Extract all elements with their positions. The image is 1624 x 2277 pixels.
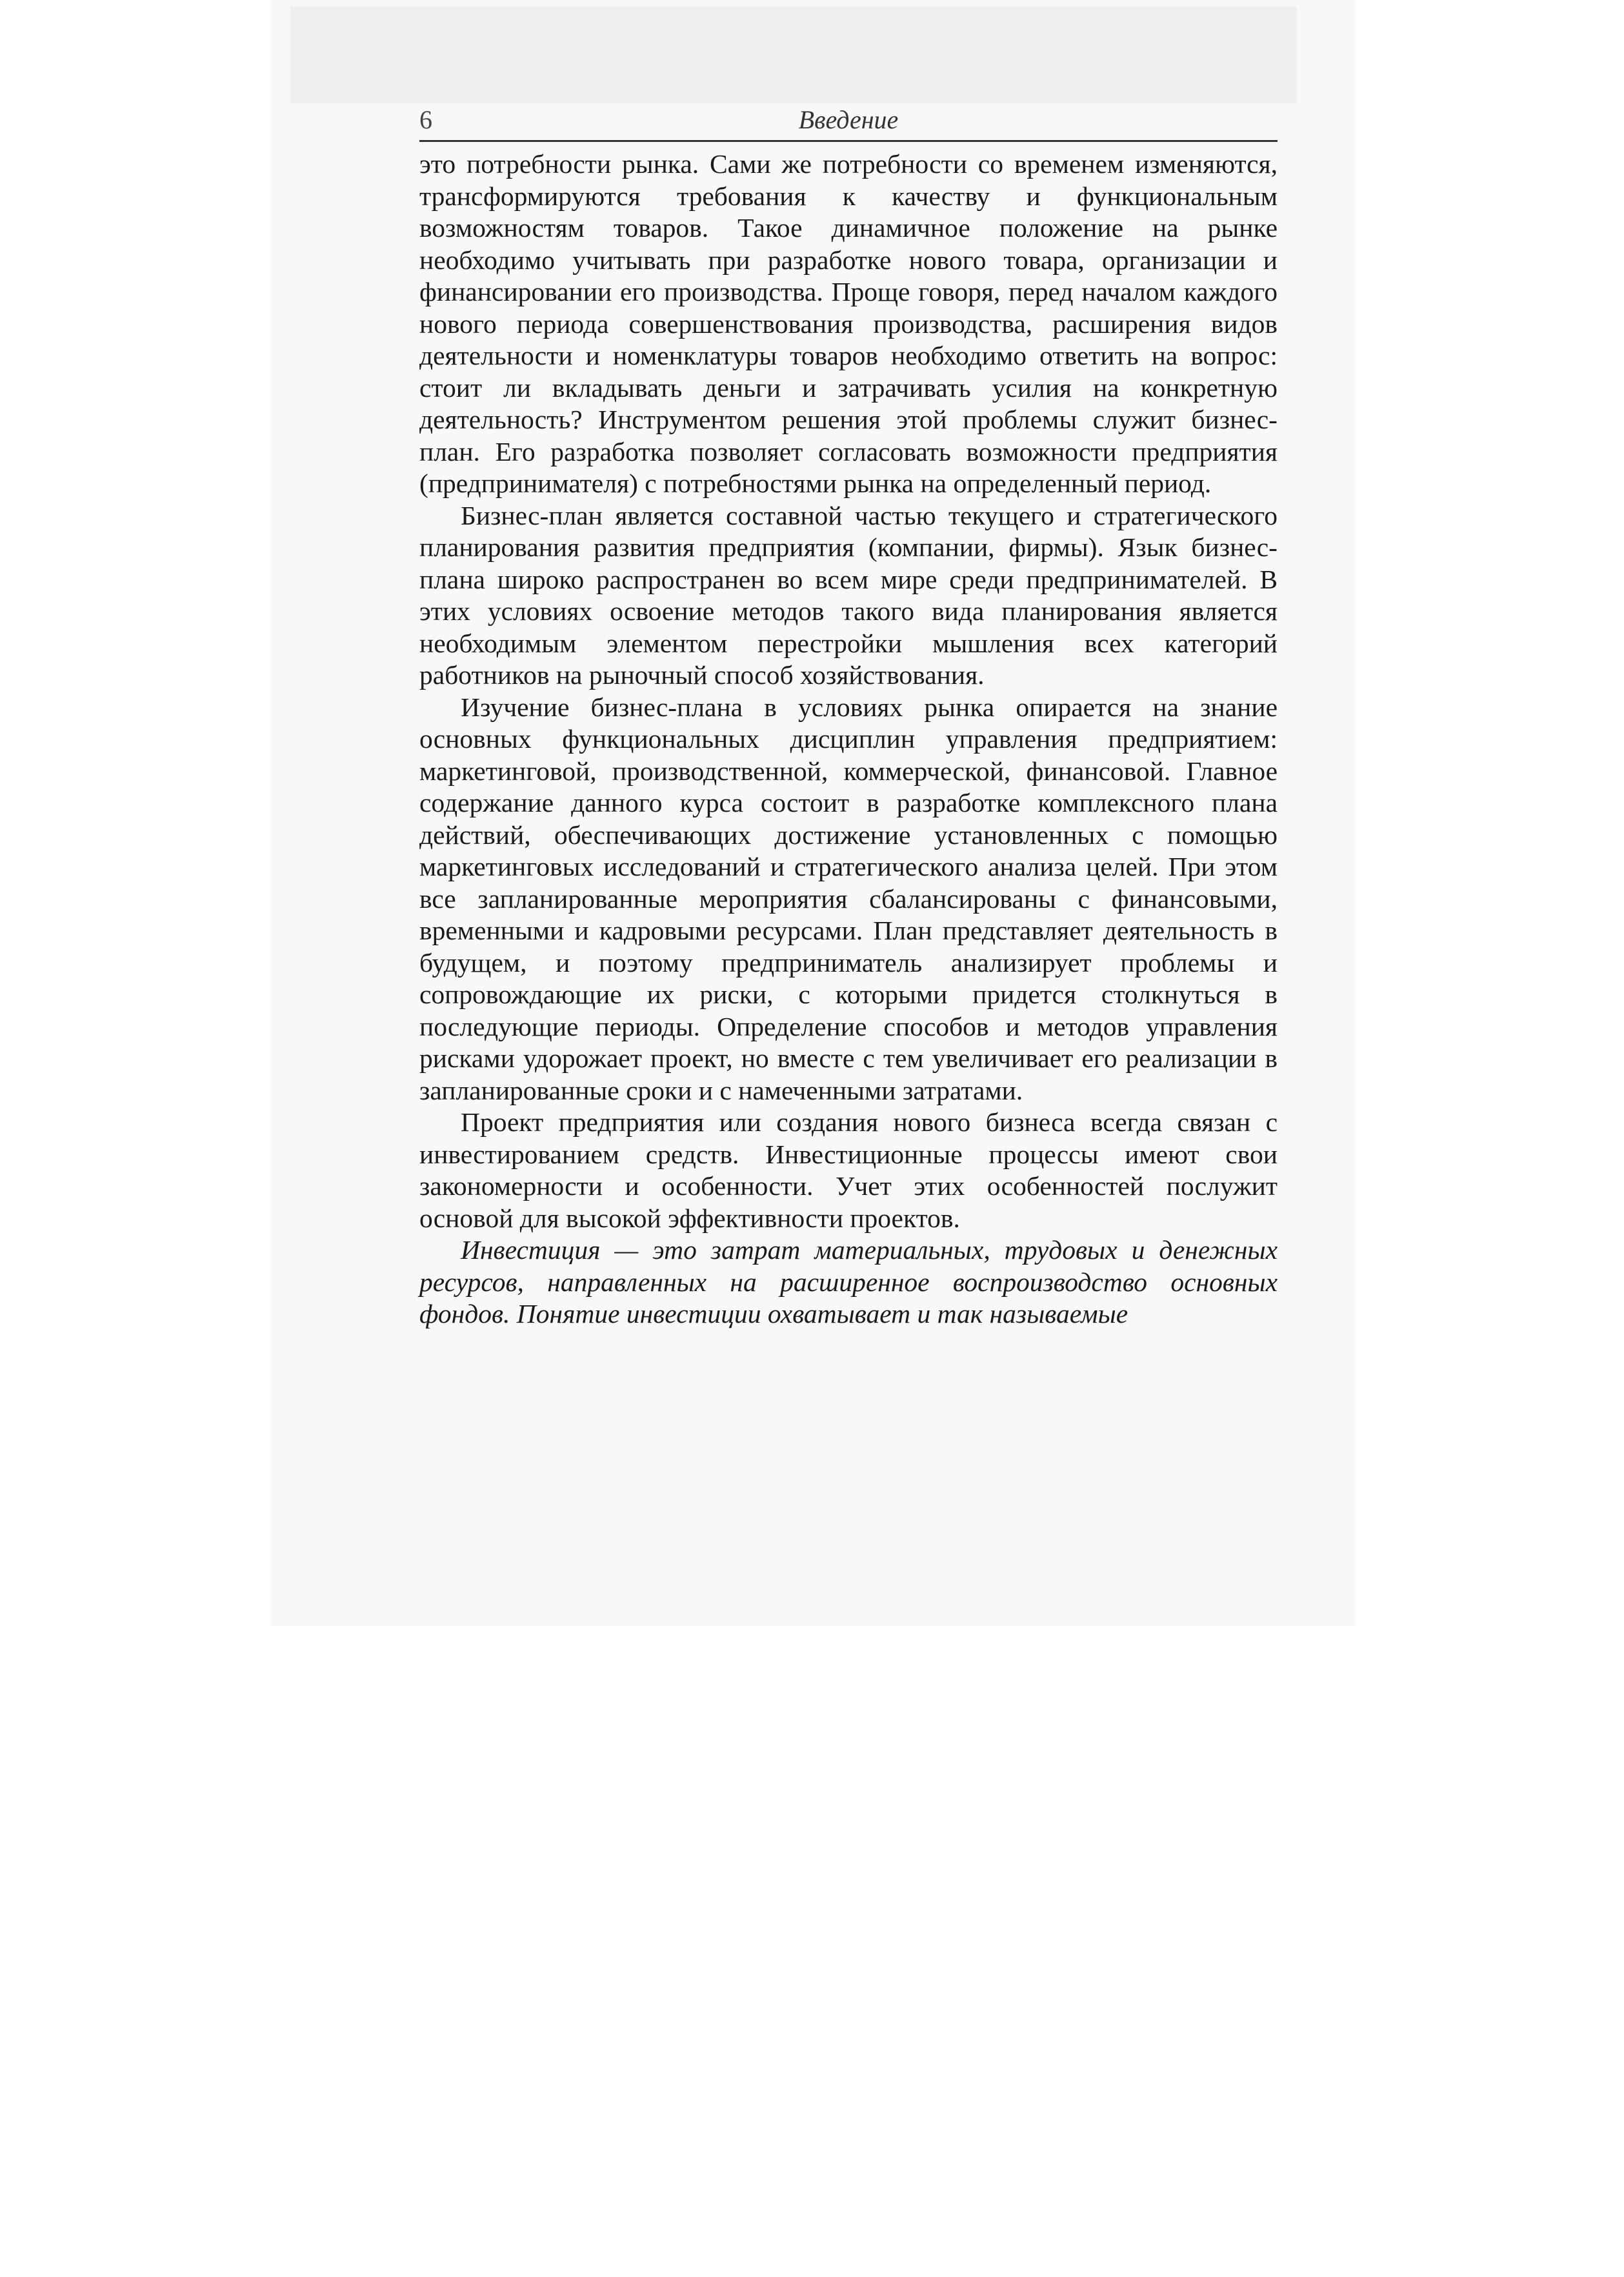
paragraph-business-plan-study: Изучение бизнес-плана в условиях рынка опирается на знание основных функциональных дисциплин управления предприятием: маркетинговой, производственной, коммерческой, финансовой. Главное содержание данного курса состоит в разработке комплексного плана действий, обеспечивающих достижение установленных с помощью маркетинговых исследований и стратегического анализа целей. При этом все запланированные мероприятия сбалансированы с финансовыми, временными и кадровыми ресурсами. План представляет деятельность в будущем, и поэтому предприниматель анализирует проблемы и сопровождающие их риски, с которыми придется столкнуться в последующие периоды. Определение способов и методов управления рисками удорожает проект, но вместе с тем увеличивает его реализации в запланированные сроки и с намеченными затратами. [419,692,1278,1105]
running-head [419,100,1278,142]
paragraph-investment-project: Проект предприятия или создания нового бизнеса всегда связан с инвестированием средств. Инвестиционные процессы имеют свои закономерности и особенности. Учет этих особенностей послужит основой для высокой эффективности проектов. [419,1107,1278,1233]
paragraph-market-needs: это потребности рынка. Сами же потребности со временем изменяются, трансформируются требования к качеству и функциональным возможностям товаров. Такое динамичное положение на рынке необходимо учитывать при разработке нового товара, организации и финансировании его производства. Проще говоря, перед началом каждого нового периода совершенствования производства, расширения видов деятельности и номенклатуры товаров необходимо ответить на вопрос: стоит ли вкладывать деньги и затрачивать усилия на конкретную деятельность? Инструментом решения этой проблемы служит бизнес-план. Его разработка позволяет согласовать возможности предприятия (предпринимателя) с потребностями рынка на определенный период. [419,149,1278,498]
section-title: Введение [798,105,899,134]
scan-top-shading [290,6,1297,103]
paragraph-business-plan-definition: Бизнес-план является составной частью текущего и стратегического планирования развития предприятия (компании, фирмы). Язык бизнес-плана широко распространен во всем мире среди предпринимателей. В этих условиях освоение методов такого вида планирования является необходимым элементом перестройки мышления всех категорий работников на рыночный способ хозяйствования. [419,500,1278,690]
body-text [419,148,1278,1330]
page-number: 6 [419,105,432,134]
paragraph-investment-definition: Инвестиция — это затрат материальных, трудовых и денежных ресурсов, направленных на расширенное воспроизводство основных фондов. Понятие инвестиции охватывает и так называемые [419,1235,1278,1329]
book-page [419,100,1278,1330]
